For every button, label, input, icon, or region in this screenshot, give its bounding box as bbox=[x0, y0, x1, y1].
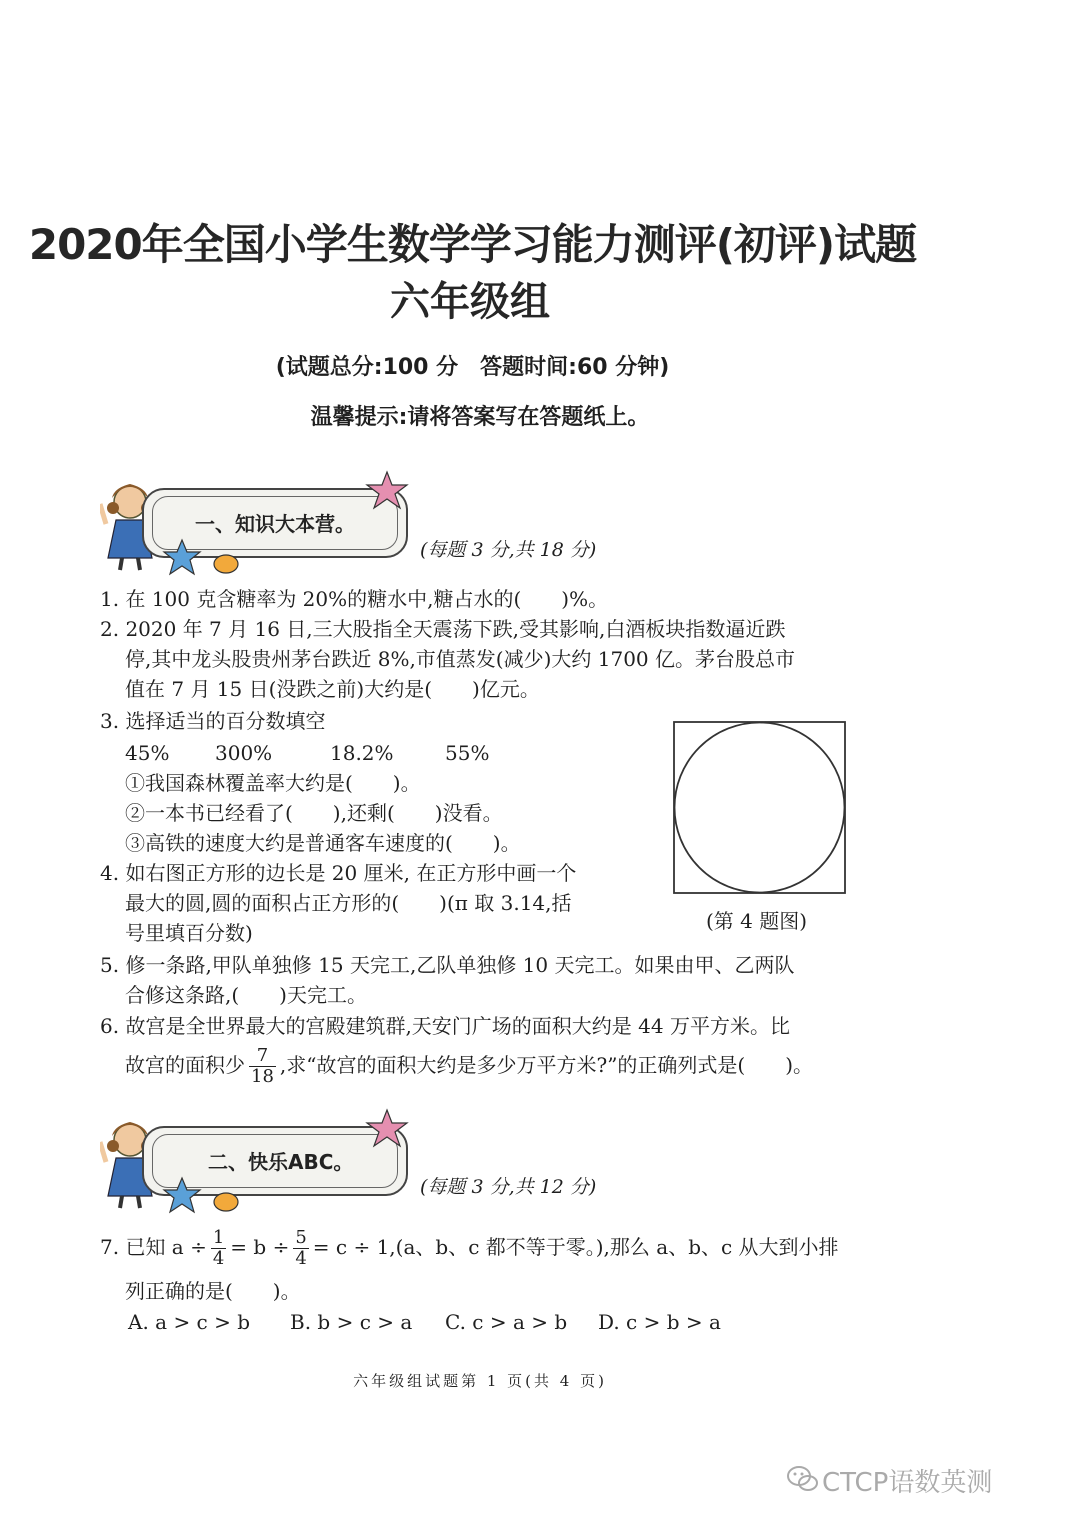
section-2-title: 二、快乐ABC。 bbox=[208, 1150, 354, 1174]
question-7-text-b: = b ÷ bbox=[230, 1235, 290, 1259]
fraction-numerator: 7 bbox=[249, 1046, 276, 1067]
figure-4-caption: (第 4 题图) bbox=[706, 909, 808, 933]
question-6-text-b: ,求“故宫的面积大约是多少万平方米?”的正确列式是( )。 bbox=[279, 1053, 814, 1077]
question-3-option-1: 45% bbox=[125, 741, 170, 765]
question-2-line-1: 2. 2020 年 7 月 16 日,三大股指全天震荡下跌,受其影响,白酒板块指数逼近跌 bbox=[100, 617, 786, 641]
question-7-text-c: = c ÷ 1,(a、b、c 都不等于零。),那么 a、b、c 从大到小排 bbox=[312, 1235, 839, 1259]
exam-info: (试题总分:100 分 答题时间:60 分钟) bbox=[275, 355, 670, 380]
question-3-option-4: 55% bbox=[445, 741, 490, 765]
question-6-line-2 bbox=[125, 1046, 813, 1087]
section-1-banner bbox=[100, 470, 420, 570]
square-circle-figure bbox=[672, 720, 848, 896]
section-1-score: (每题 3 分,共 18 分) bbox=[420, 539, 597, 561]
star-icon-2 bbox=[362, 1108, 412, 1148]
question-6-line-1: 6. 故宫是全世界最大的宫殿建筑群,天安门广场的面积大约是 44 万平方米。比 bbox=[100, 1014, 790, 1038]
question-7-text-a: 7. 已知 a ÷ bbox=[100, 1235, 207, 1259]
question-7-option-b: B. b > c > a bbox=[290, 1310, 413, 1334]
section-2-score: (每题 3 分,共 12 分) bbox=[420, 1176, 597, 1198]
question-1: 1. 在 100 克含糖率为 20%的糖水中,糖占水的( )%。 bbox=[100, 587, 609, 611]
watermark: CTCP语数英测 bbox=[822, 1468, 993, 1498]
exam-title: 2020年全国小学生数学学习能力测评(初评)试题 bbox=[28, 220, 917, 269]
question-2-line-2: 停,其中龙头股贵州茅台跌近 8%,市值蒸发(减少)大约 1700 亿。茅台股总市 bbox=[125, 647, 796, 671]
fraction-1-4 bbox=[211, 1228, 226, 1269]
page-footer: 六年级组试题第 1 页(共 4 页) bbox=[353, 1372, 607, 1390]
question-7-line-2: 列正确的是( )。 bbox=[125, 1279, 301, 1303]
section-1-title: 一、知识大本营。 bbox=[195, 512, 355, 536]
question-3-option-2: 300% bbox=[215, 741, 273, 765]
fraction-numerator: 5 bbox=[295, 1227, 307, 1248]
question-7-option-d: D. c > b > a bbox=[598, 1310, 721, 1334]
question-2-line-3: 值在 7 月 15 日(没跌之前)大约是( )亿元。 bbox=[125, 677, 540, 701]
question-3-option-3: 18.2% bbox=[330, 741, 394, 765]
fraction-5-4 bbox=[293, 1228, 308, 1269]
fraction-denominator: 4 bbox=[295, 1248, 307, 1269]
star-and-ball-icon-2 bbox=[160, 1176, 250, 1216]
question-4-line-3: 号里填百分数) bbox=[125, 921, 253, 945]
question-3-part-a: ①我国森林覆盖率大约是( )。 bbox=[125, 771, 421, 795]
question-3-part-b: ②一本书已经看了( ),还剩( )没看。 bbox=[125, 801, 503, 825]
star-icon bbox=[362, 470, 412, 510]
fraction-denominator: 18 bbox=[251, 1066, 274, 1087]
wechat-icon bbox=[786, 1464, 820, 1494]
fraction-7-18 bbox=[249, 1046, 276, 1087]
question-4-line-2: 最大的圆,圆的面积占正方形的( )(π 取 3.14,括 bbox=[125, 891, 572, 915]
exam-tip: 温馨提示:请将答案写在答题纸上。 bbox=[310, 405, 650, 430]
fraction-numerator: 1 bbox=[212, 1227, 225, 1248]
question-5-line-2: 合修这条路,( )天完工。 bbox=[125, 983, 367, 1007]
question-3-line-1: 3. 选择适当的百分数填空 bbox=[100, 709, 326, 733]
star-and-ball-icon bbox=[160, 538, 250, 578]
question-6-text-a: 故宫的面积少 bbox=[125, 1053, 245, 1077]
question-4-line-1: 4. 如右图正方形的边长是 20 厘米, 在正方形中画一个 bbox=[100, 861, 577, 885]
section-2-banner bbox=[100, 1108, 420, 1208]
fraction-denominator: 4 bbox=[212, 1248, 225, 1269]
question-7-option-c: C. c > a > b bbox=[445, 1310, 568, 1334]
question-7-line-1 bbox=[100, 1228, 839, 1269]
question-3-part-c: ③高铁的速度大约是普通客车速度的( )。 bbox=[125, 831, 521, 855]
question-5-line-1: 5. 修一条路,甲队单独修 15 天完工,乙队单独修 10 天完工。如果由甲、乙两队 bbox=[100, 953, 795, 977]
grade-title: 六年级组 bbox=[390, 279, 550, 325]
question-7-option-a: A. a > c > b bbox=[128, 1310, 251, 1334]
